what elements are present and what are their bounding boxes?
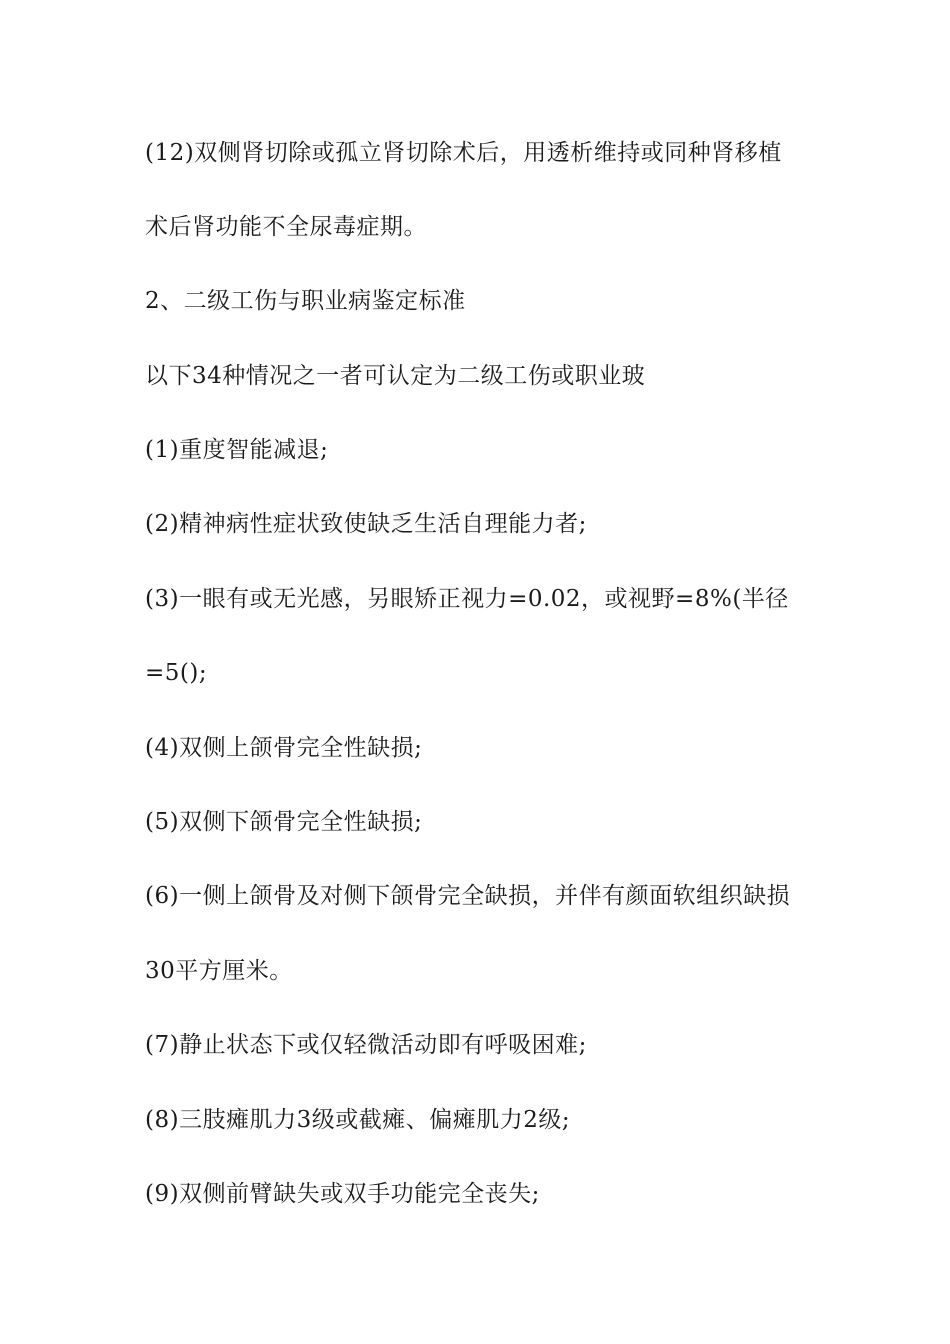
list-item: (6)一侧上颌骨及对侧下颌骨完全缺损，并伴有颜面软组织缺损 [145, 883, 791, 909]
text-line: 以下34种情况之一者可认定为二级工伤或职业玻 [145, 363, 646, 389]
list-item: (5)双侧下颌骨完全性缺损; [145, 809, 423, 835]
text-line: 术后肾功能不全尿毒症期。 [145, 214, 427, 240]
text-line: =5(); [145, 660, 208, 686]
list-item: (8)三肢瘫肌力3级或截瘫、偏瘫肌力2级; [145, 1107, 571, 1133]
list-item: (9)双侧前臂缺失或双手功能完全丧失; [145, 1181, 540, 1207]
list-item: (4)双侧上颌骨完全性缺损; [145, 735, 423, 761]
list-item: (7)静止状态下或仅轻微活动即有呼吸困难; [145, 1032, 587, 1058]
list-item: (3)一眼有或无光感，另眼矫正视力=0.02，或视野=8%(半径 [145, 586, 789, 612]
list-item: (2)精神病性症状致使缺乏生活自理能力者; [145, 511, 587, 537]
text-line: 30平方厘米。 [145, 958, 293, 984]
section-heading: 2、二级工伤与职业病鉴定标准 [145, 288, 466, 314]
list-item: (1)重度智能减退; [145, 437, 329, 463]
text-line: (12)双侧肾切除或孤立肾切除术后，用透析维持或同种肾移植 [145, 140, 782, 166]
